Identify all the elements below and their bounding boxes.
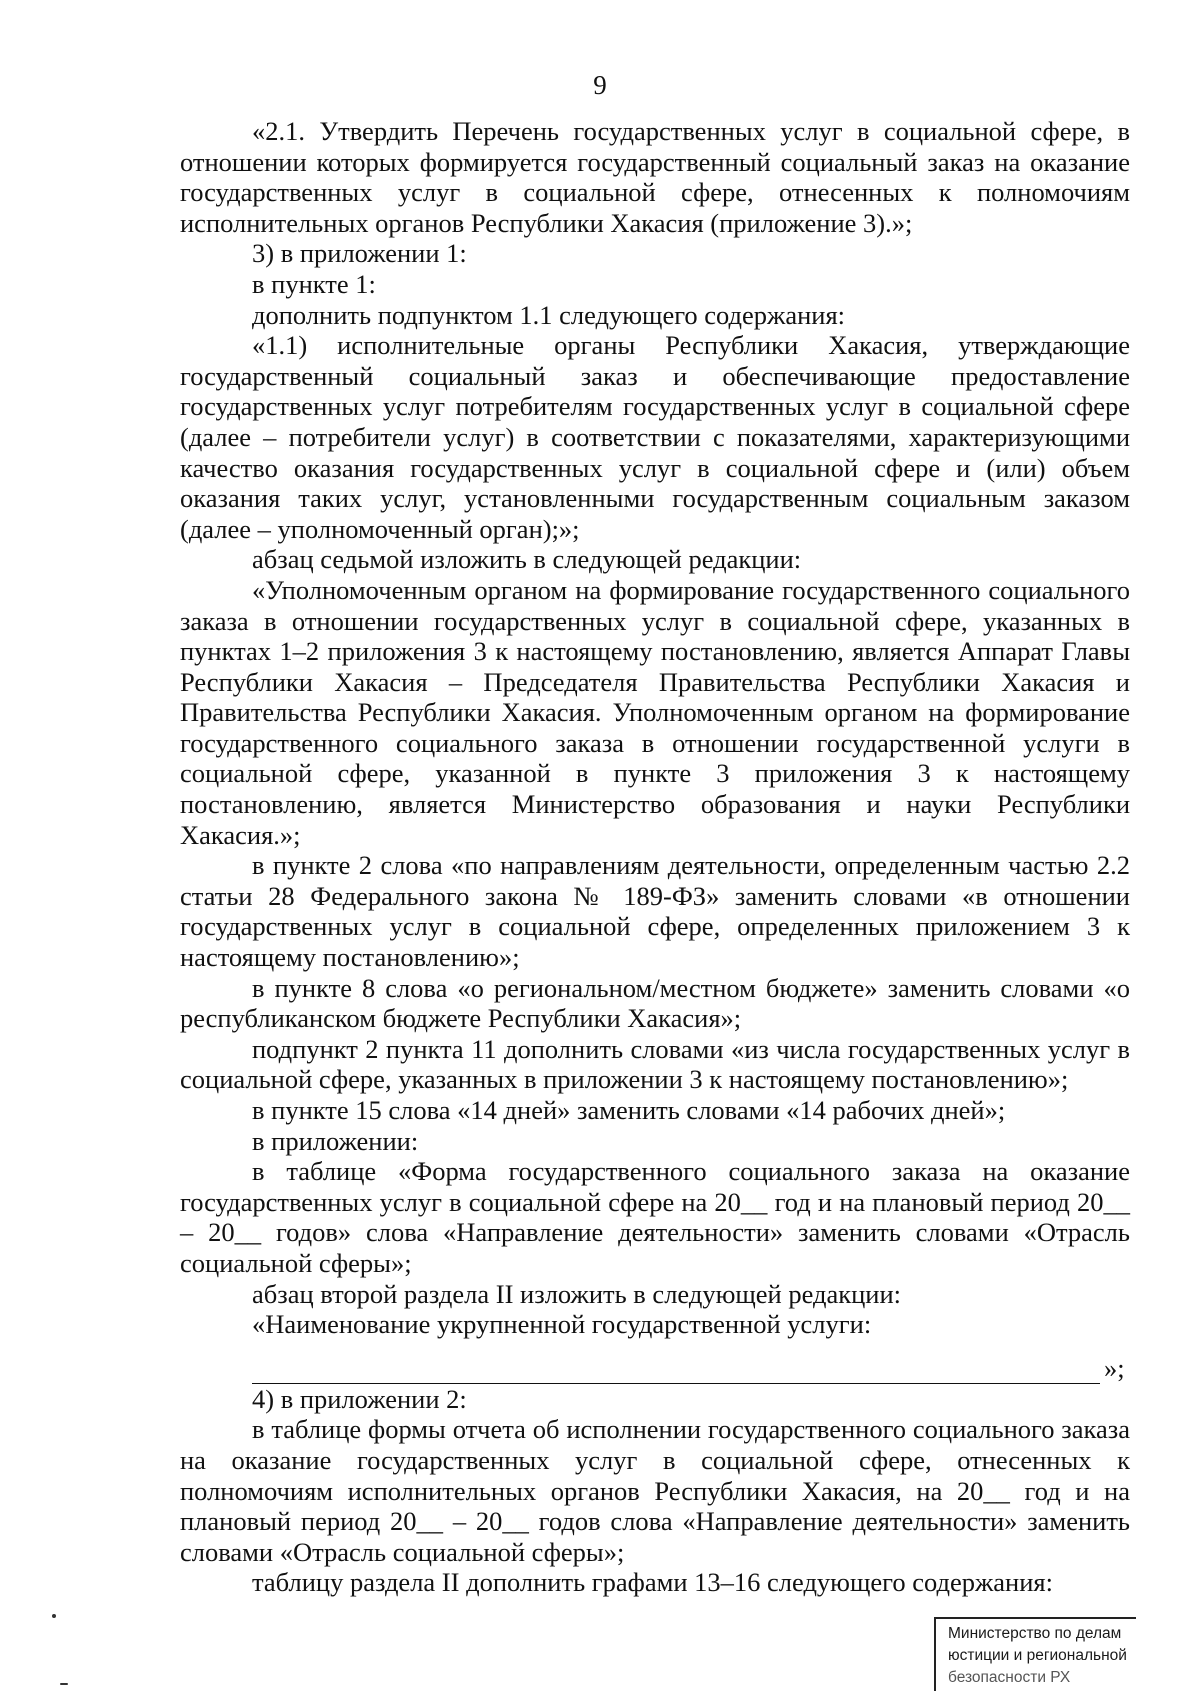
paragraph-section-2-abzac: абзац второй раздела II изложить в следующей редакции: [252,1278,902,1309]
stamp-line-3: безопасности РХ [948,1669,1071,1686]
paragraph-point-2: в пункте 2 слова «по направлениям деятельности, определенным частью 2.2 статьи 28 Федерального закона № 189-ФЗ» заменить словами «в отношении государственных услуг в социальной сфере, определенных приложением 3 к настоящему постановлению»; [180,850,1130,973]
paragraph-subpoint-2-point-11: подпункт 2 пункта 11 дополнить словами «из числа государственных услуг в социальной сфере, указанных в приложении 3 к настоящему постановлению»; [180,1033,1130,1095]
paragraph-point-8: в пункте 8 слова «о региональном/местном бюджете» заменить словами «о республиканском бюджете Республики Хакасия»; [180,972,1130,1034]
stamp-line-2: юстиции и региональной [948,1647,1127,1664]
blank-line-tail: »; [1104,1353,1125,1384]
paragraph-seventh-abzac: абзац седьмой изложить в следующей редакции: [252,544,802,575]
paragraph-add-subpoint: дополнить подпунктом 1.1 следующего содержания: [252,299,846,330]
paragraph-2-1: «2.1. Утвердить Перечень государственных услуг в социальной сфере, в отношении которых формируется государственный социальный заказ на оказание государственных услуг в социальной сфере, отнесенных к полномочиям исполнительных органов Республики Хакасия (приложение 3).»; [180,116,1130,238]
paragraph-report-form: в таблице формы отчета об исполнении государственного социального заказа на оказание государственных услуг в социальной сфере, отнесенных к полномочиям исполнительных органов Республики Хакасия, на 20__ год и на плановый период 20__ – 20__ годов слова «Направление деятельности» заменить словами «Отрасль социальной сферы»; [180,1414,1130,1567]
blank-fill-line [180,1348,1130,1384]
paragraph-in-appendix: в приложении: [252,1125,419,1156]
paragraph-subpoint-1-1: «1.1) исполнительные органы Республики Хакасия, утверждающие государственный социальный заказ и обеспечивающие предоставление государственных услуг потребителям государственных услуг в социальной сфере (далее – потребители услуг) в соответствии с показателями, характеризующими качество оказания государственных услуг в социальной сфере и (или) объем оказания таких услуг, установленными государственным социальным заказом (далее – уполномоченный орган);»; [180,330,1130,544]
paragraph-point-1: в пункте 1: [252,268,376,299]
paragraph-table-form: в таблице «Форма государственного социального заказа на оказание государственных услуг в социальной сфере на 20__ год и на плановый период 20__ – 20__ годов» слова «Направление деятельности» заменить словами «Отрасль социальной сферы»; [180,1156,1130,1278]
paragraph-item-4: 4) в приложении 2: [252,1383,467,1414]
scan-speck [60,1683,68,1685]
paragraph-authorized-body: «Уполномоченным органом на формирование государственного социального заказа в отношении государственных услуг в социальной сфере, указанных в пунктах 1–2 приложения 3 к настоящему постановлению, является Аппарат Главы Республики Хакасия – Председателя Правительства Республики Хакасия и Правительства Республики Хакасия. Уполномоченным органом на формирование государственного социального заказа в отношении государственной услуги в социальной сфере, указанной в пункте 3 приложения 3 к настоящему постановлению, является Министерство образования и науки Республики Хакасия.»; [180,574,1130,850]
page-number: 9 [593,70,607,100]
document-body [180,116,1130,1598]
stamp-line-1: Министерство по делам [948,1625,1122,1642]
paragraph-point-15: в пункте 15 слова «14 дней» заменить словами «14 рабочих дней»; [252,1095,1006,1125]
underline-blank [252,1357,1100,1384]
paragraph-item-3: 3) в приложении 1: [252,238,467,269]
registration-stamp [934,1617,1136,1691]
paragraph-table-section-2: таблицу раздела II дополнить графами 13–16 следующего содержания: [252,1567,1053,1598]
paragraph-service-name: «Наименование укрупненной государственной услуги: [252,1309,872,1340]
scan-speck [52,1614,56,1618]
